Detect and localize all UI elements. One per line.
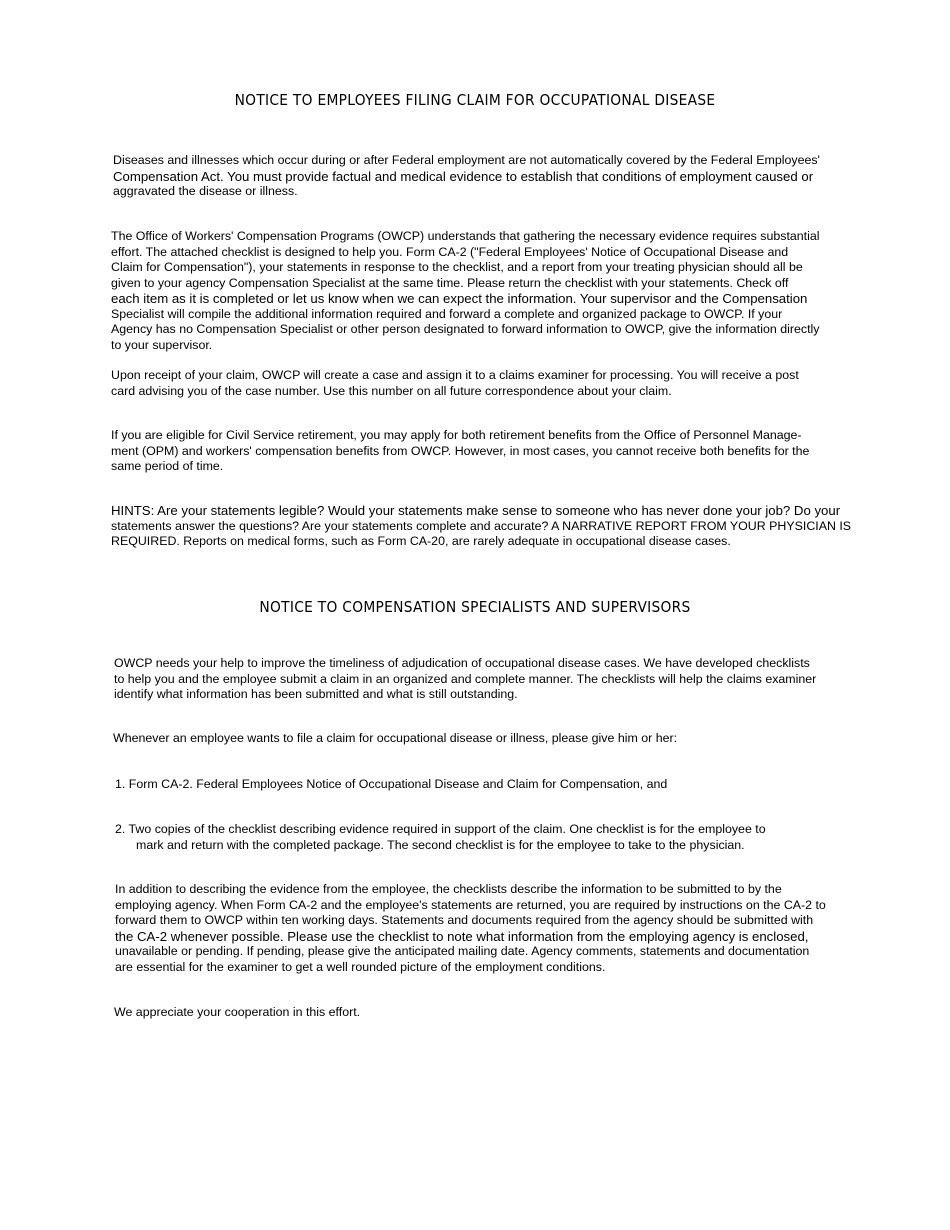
text-line: the CA-2 whenever possible. Please use the checklist to note what information from the employing agency is enclosed, <box>115 928 809 944</box>
employee-notice-paragraph-2 <box>111 229 820 353</box>
specialist-notice-paragraph-3 <box>115 882 826 975</box>
employee-notice-title: NOTICE TO EMPLOYEES FILING CLAIM FOR OCCUPATIONAL DISEASE <box>234 91 716 109</box>
closing-line <box>114 1005 360 1021</box>
text-line: employing agency. When Form CA-2 and the employee's statements are returned, you are required by instructions on the CA-2 to <box>115 897 826 912</box>
specialist-notice-paragraph-1 <box>114 656 816 703</box>
employee-notice-paragraph-4 <box>111 428 809 475</box>
text-line: The Office of Workers' Compensation Programs (OWCP) understands that gathering the necessary evidence requires substantial <box>111 229 820 243</box>
text-line: same period of time. <box>111 459 224 473</box>
text-line: mark and return with the completed package. The second checklist is for the employee to take to the physician. <box>136 837 745 852</box>
text-line: to help you and the employee submit a claim in an organized and complete manner. The checklists will help the claims examiner <box>114 671 817 686</box>
text-line: Agency has no Compensation Specialist or other person designated to forward information to OWCP, give the information directly <box>111 322 820 336</box>
text-line: In addition to describing the evidence from the employee, the checklists describe the information to be submitted to by the <box>115 882 782 896</box>
text-line: OWCP needs your help to improve the timeliness of adjudication of occupational disease cases. We have developed checklists <box>114 656 810 670</box>
list-item-form-ca2 <box>115 777 667 793</box>
text-line: effort. The attached checklist is designed to help you. Form CA-2 ("Federal Employees' Notice of Occupational Disease and <box>111 244 789 259</box>
text-line: given to your agency Compensation Specialist at the same time. Please return the checklist with your statements. Check off <box>111 275 789 290</box>
text-line: Claim for Compensation"), your statements in response to the checklist, and a report from your treating physician should all be <box>111 260 803 274</box>
text-line: HINTS: Are your statements legible? Would your statements make sense to someone who has never done your job? Do your <box>111 503 841 518</box>
text-line: card advising you of the case number. Use this number on all future correspondence about your claim. <box>111 383 672 398</box>
text-line: to your supervisor. <box>111 337 213 352</box>
employee-notice-hints <box>111 503 851 550</box>
text-line: Diseases and illnesses which occur during or after Federal employment are not automatically covered by the Federal Employees' <box>113 153 820 167</box>
text-line: Upon receipt of your claim, OWCP will create a case and assign it to a claims examiner for processing. You will receive a post <box>111 368 799 382</box>
text-line: If you are eligible for Civil Service retirement, you may apply for both retirement benefits from the Office of Personnel Manage- <box>111 428 802 442</box>
text-line: identify what information has been submitted and what is still outstanding. <box>114 687 518 701</box>
text-line: REQUIRED. Reports on medical forms, such as Form CA-20, are rarely adequate in occupational disease cases. <box>111 534 731 548</box>
specialist-notice-title: NOTICE TO COMPENSATION SPECIALISTS AND SUPERVISORS <box>259 598 691 616</box>
text-line: ment (OPM) and workers' compensation benefits from OWCP. However, in most cases, you cannot receive both benefits for the <box>111 443 810 458</box>
text-line: forward them to OWCP within ten working days. Statements and documents required from the agency should be submitted with <box>115 913 814 927</box>
text-line: statements answer the questions? Are your statements complete and accurate? A NARRATIVE REPORT FROM YOUR PHYSICIAN IS <box>111 518 852 533</box>
employee-notice-paragraph-3 <box>111 368 799 399</box>
text-line: unavailable or pending. If pending, please give the anticipated mailing date. Agency comments, statements and documentation <box>115 944 810 958</box>
specialist-notice-paragraph-2 <box>113 731 677 747</box>
list-item-checklist-copies <box>115 822 766 853</box>
text-line: 1. Form CA-2. Federal Employees Notice of Occupational Disease and Claim for Compensation, and <box>115 777 668 791</box>
text-line: Compensation Act. You must provide factual and medical evidence to establish that conditions of employment caused or <box>113 168 814 184</box>
text-line: aggravated the disease or illness. <box>113 184 298 198</box>
text-line: each item as it is completed or let us know when we can expect the information. Your supervisor and the Compensation <box>111 291 808 306</box>
text-line: 2. Two copies of the checklist describing evidence required in support of the claim. One checklist is for the employee to <box>115 822 766 836</box>
text-line: Whenever an employee wants to file a claim for occupational disease or illness, please give him or her: <box>113 731 678 745</box>
text-line: Specialist will compile the additional information required and forward a complete and organized package to OWCP. If your <box>111 306 783 321</box>
employee-notice-paragraph-1 <box>113 153 820 200</box>
text-line: are essential for the examiner to get a well rounded picture of the employment conditions. <box>115 959 606 974</box>
text-line: We appreciate your cooperation in this effort. <box>114 1005 361 1019</box>
